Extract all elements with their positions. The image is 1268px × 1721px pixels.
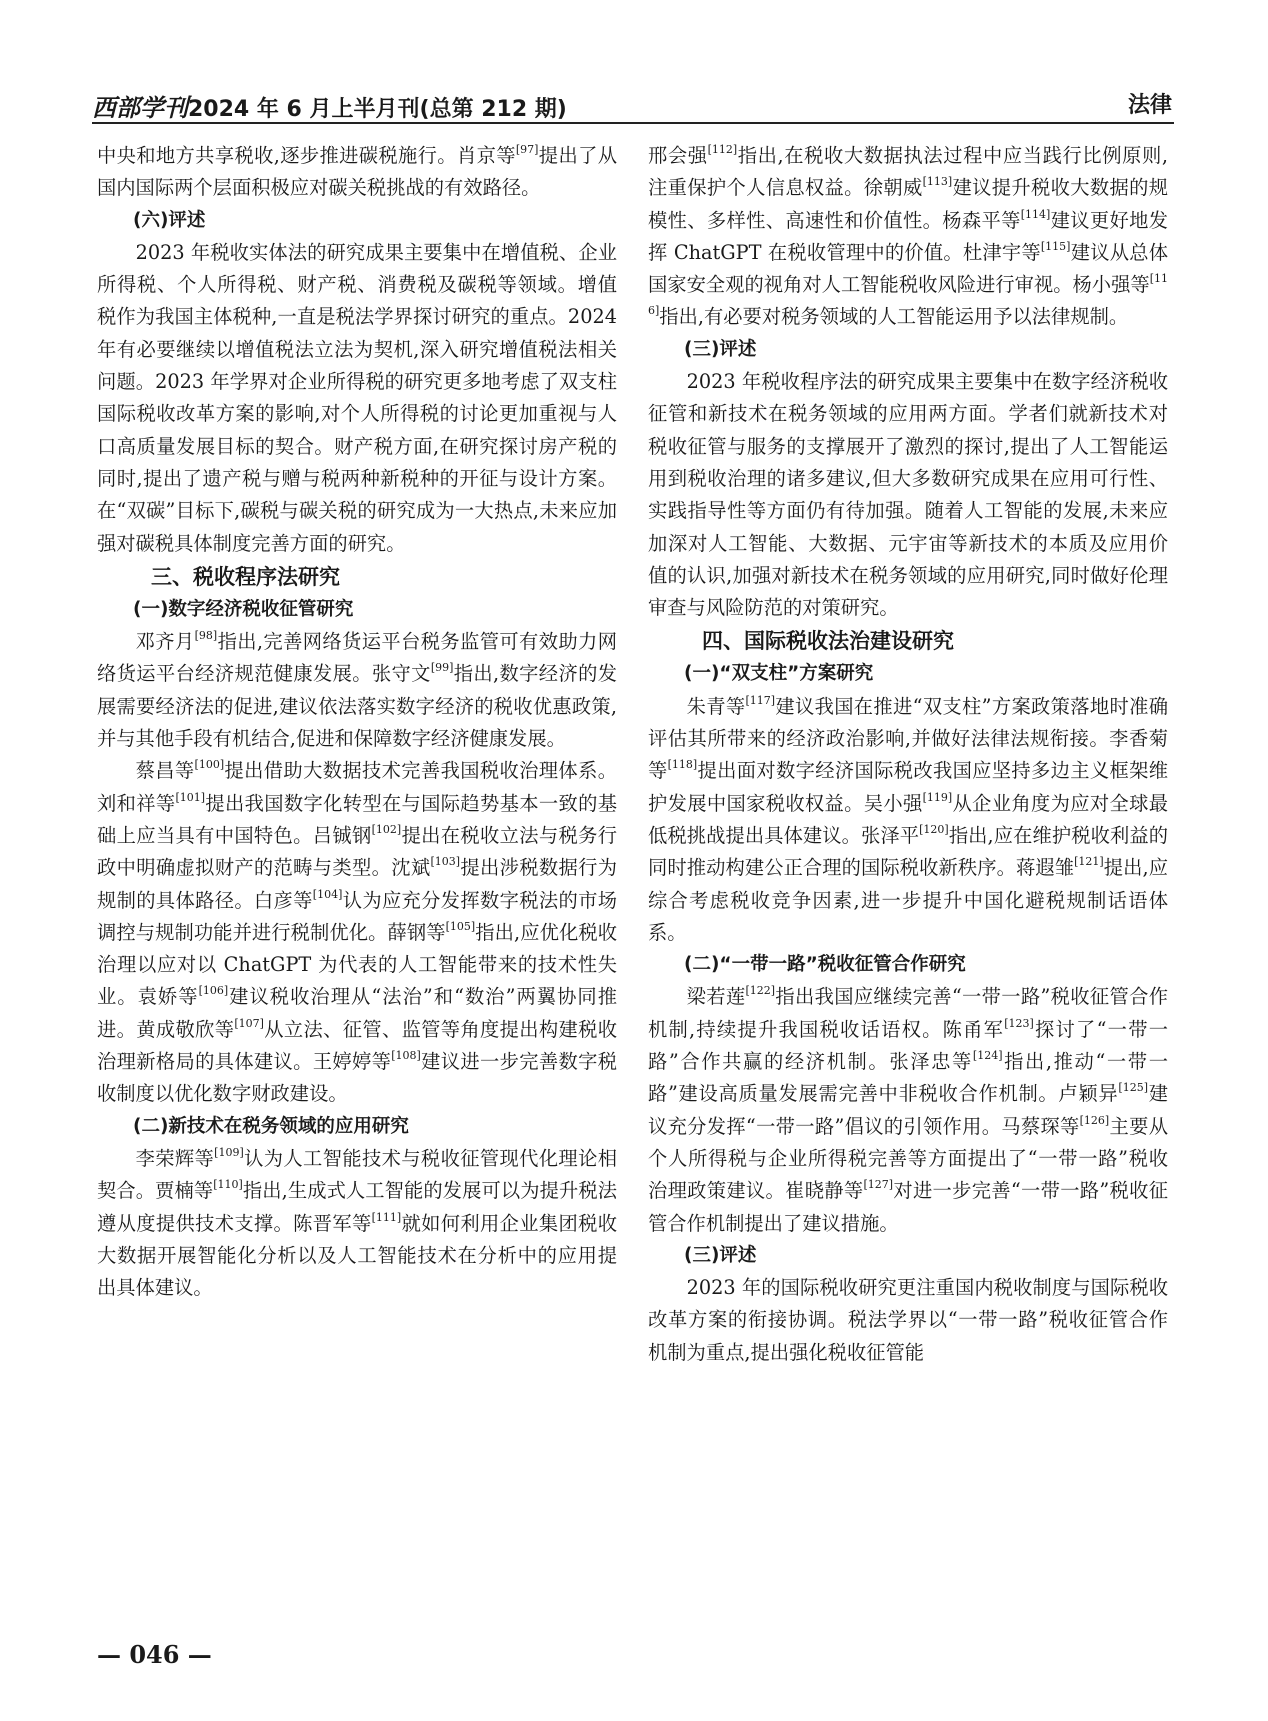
subsection-heading: (一)“双支柱”方案研究 — [684, 663, 874, 685]
citation-ref: [102] — [371, 822, 402, 836]
subsection-heading: (二)新技术在税务领域的应用研究 — [133, 1115, 409, 1137]
running-header — [92, 86, 1174, 124]
text-run: 梁若莲 — [686, 985, 746, 1009]
text-run: 李荣辉等 — [135, 1146, 215, 1170]
section-label: 法律 — [1127, 93, 1172, 118]
text-run: 就如何利用企业集团税收大数据开展智能化分析以及人工智能技术在分析中的应用提出具体建议。 — [97, 1211, 618, 1300]
subsection-heading: (三)评述 — [684, 338, 757, 360]
citation-ref: [100] — [194, 758, 225, 772]
subsection-heading: (六)评述 — [133, 209, 206, 231]
citation-ref: [97] — [515, 143, 539, 156]
citation-ref: [122] — [745, 984, 776, 998]
citation-ref: [107] — [234, 1016, 264, 1030]
text-run: 从立法、征管、监管等角度提出构建税收治理新格局的具体建议。王婷婷等 — [97, 1017, 618, 1074]
text-run: 2023 年的国际税收研究更注重国内税收制度与国际税收改革方案的衔接协调。税法学界以“一带一路”税收征管合作机制为重点,提出强化税收征管能 — [648, 1276, 1168, 1364]
citation-ref: [124] — [972, 1049, 1003, 1063]
citation-ref: [106] — [198, 984, 229, 998]
citation-ref: [104] — [312, 887, 343, 901]
body-paragraph — [97, 140, 617, 205]
citation-ref: [117] — [745, 693, 776, 707]
body-paragraph — [97, 626, 617, 755]
text-run: 指出,完善网络货运平台税务监管可有效助力网络货运平台经济规范健康发展。张守文 — [97, 630, 617, 686]
text-run: 从企业角度为应对全球最低税挑战提出具体建议。张泽平 — [648, 791, 1169, 847]
citation-ref: [115] — [1040, 239, 1071, 253]
text-run: 对进一步完善“一带一路”税收征管合作机制提出了建议措施。 — [648, 1179, 1168, 1235]
body-paragraph — [97, 237, 617, 560]
citation-ref: [105] — [445, 919, 476, 933]
text-run: 建议提升税收大数据的规模性、多样性、高速性和价值性。杨森平等 — [648, 176, 1169, 232]
left-column — [97, 140, 617, 1304]
subsection-heading: (一)数字经济税收征管研究 — [133, 598, 354, 620]
citation-ref: [120] — [919, 822, 949, 836]
text-run: 蔡昌等 — [135, 759, 195, 783]
text-run: 指出我国应继续完善“一带一路”税收征管合作机制,持续提升我国税收话语权。陈甬军 — [648, 985, 1169, 1041]
text-run: 指出,应在维护税收利益的同时推动构建公正合理的国际税收新秩序。蒋遐雏 — [648, 823, 1168, 880]
section-heading: 四、国际税收法治建设研究 — [702, 629, 954, 654]
citation-ref: [98] — [194, 629, 218, 643]
text-run: 指出,数字经济的发展需要经济法的促进,建议依法落实数字经济的税收优惠政策,并与其他手段有机结合,促进和保障数字经济健康发展。 — [97, 662, 617, 751]
citation-ref: [127] — [863, 1178, 894, 1192]
citation-ref: [121] — [1074, 855, 1104, 869]
text-run: 提出了从国内国际两个层面积极应对碳关税挑战的有效路径。 — [97, 144, 617, 200]
body-paragraph — [648, 366, 1168, 624]
citation-ref: [118] — [667, 758, 698, 772]
body-paragraph — [97, 1143, 617, 1304]
body-paragraph — [648, 981, 1168, 1239]
subsection-heading: (三)评述 — [684, 1244, 757, 1266]
text-run: 指出,应优化税收治理以应对以 ChatGPT 为代表的人工智能带来的技术性失业。袁娇等 — [97, 920, 617, 1009]
text-run: 提出在税收立法与税务行政中明确虚拟财产的范畴与类型。沈斌 — [97, 823, 618, 880]
citation-ref: [110] — [213, 1178, 243, 1192]
citation-ref: [109] — [214, 1145, 244, 1159]
text-run: 提出借助大数据技术完善我国税收治理体系。刘和祥等 — [97, 759, 618, 815]
text-run: 建议税收治理从“法治”和“数治”两翼协同推进。黄成敬欣等 — [97, 985, 617, 1041]
citation-ref: [111] — [371, 1210, 402, 1224]
citation-ref: [123] — [1004, 1016, 1034, 1030]
citation-ref: [103] — [430, 855, 461, 869]
text-run: 提出面对数字经济国际税改我国应坚持多边主义框架维护发展中国家税收权益。吴小强 — [648, 759, 1169, 815]
body-paragraph — [648, 691, 1168, 949]
text-run: 指出,推动“一带一路”建设高质量发展需完善中非税收合作机制。卢颖异 — [648, 1050, 1168, 1106]
text-run: 认为人工智能技术与税收征管现代化理论相契合。贾楠等 — [97, 1146, 618, 1203]
body-paragraph — [97, 755, 617, 1110]
text-run: 邢会强 — [648, 144, 708, 167]
text-run: 提出,应综合考虑税收竞争因素,进一步提升中国化避税规制话语体系。 — [648, 856, 1168, 944]
text-run: 2023 年税收实体法的研究成果主要集中在增值税、企业所得税、个人所得税、财产税、消费税及碳税等领域。增值税作为我国主体税种,一直是税法学界探讨研究的重点。2024 年有必要继续以增值税法立法为契机,深入研究增值税法相关问题。2023 年学界对企业所得税的研究更多地考虑了双支柱国际税收改革方案的影响,对个人所得税的讨论更加重视与人口高质量发展目标的契合。财产税方面,在研究探讨房产税的同时,提出了遗产税与赠与税两种新税种的开征与设计方案。在“双碳”目标下,碳税与碳关税的研究成为一大热点,未来应加强对碳税具体制度完善方面的研究。 — [97, 240, 617, 555]
journal-title — [92, 88, 567, 123]
text-run: 建议我国在推进“双支柱”方案政策落地时准确评估其所带来的经济政治影响,并做好法律法规衔接。李香菊等 — [648, 694, 1169, 783]
text-run: 提出涉税数据行为规制的具体路径。白彦等 — [97, 856, 618, 912]
text-run: 指出,生成式人工智能的发展可以为提升税法遵从度提供技术支撑。陈晋军等 — [97, 1179, 617, 1235]
text-run: 邓齐月 — [135, 630, 195, 654]
subsection-heading: (二)“一带一路”税收征管合作研究 — [684, 954, 966, 976]
citation-ref: [125] — [1118, 1081, 1149, 1095]
text-run: 建议更好地发挥 ChatGPT 在税收管理中的价值。杜津宇等 — [648, 208, 1169, 264]
body-paragraph — [648, 140, 1168, 334]
page-number: — 046 — — [97, 1640, 212, 1669]
text-run: 2023 年税收程序法的研究成果主要集中在数字经济税收征管和新技术在税务领域的应用两方面。学者们就新技术对税收征管与服务的支撑展开了激烈的探讨,提出了人工智能运用到税收治理的诸多建议,但大多数研究成果在应用可行性、实践指导性等方面仍有待加强。随着人工智能的发展,未来应加深对人工智能、大数据、元宇宙等新技术的本质及应用价值的认识,加强对新技术在税务领域的应用研究,同时做好伦理审查与风险防范的对策研究。 — [648, 370, 1168, 620]
citation-ref: [112] — [707, 143, 738, 156]
body-paragraph — [648, 1272, 1168, 1369]
text-run: 探讨了“一带一路”合作共赢的经济机制。张泽忠等 — [648, 1017, 1168, 1074]
right-column — [648, 140, 1168, 1369]
citation-ref: [101] — [175, 790, 206, 804]
text-run: 主要从个人所得税与企业所得税完善等方面提出了“一带一路”税收治理政策建议。崔晓静等 — [648, 1114, 1168, 1203]
issue-info: 2024 年 6 月上半月刊(总第 212 期) — [188, 97, 567, 122]
text-run: 建议充分发挥“一带一路”倡议的引领作用。马蔡琛等 — [648, 1082, 1169, 1138]
text-run: 认为应充分发挥数字税法的市场调控与规制功能并进行税制优化。薛钢等 — [97, 888, 618, 944]
citation-ref: [126] — [1079, 1113, 1110, 1127]
section-heading: 三、税收程序法研究 — [151, 564, 340, 589]
journal-logo: 西部学刊 — [92, 93, 188, 122]
text-run: 建议进一步完善数字税收制度以优化数字财政建设。 — [97, 1050, 618, 1106]
text-run: 指出,在税收大数据执法过程中应当践行比例原则,注重保护个人信息权益。徐朝威 — [648, 144, 1168, 200]
citation-ref: [108] — [391, 1049, 421, 1063]
citation-ref: [116] — [648, 272, 1168, 318]
text-run: 提出我国数字化转型在与国际趋势基本一致的基础上应当具有中国特色。吕铖钢 — [97, 791, 618, 847]
text-run: 中央和地方共享税收,逐步推进碳税施行。肖京等 — [97, 144, 516, 167]
citation-ref: [114] — [1020, 207, 1051, 221]
text-run: 建议从总体国家安全观的视角对人工智能税收风险进行审视。杨小强等 — [648, 240, 1168, 297]
citation-ref: [113] — [922, 175, 953, 189]
citation-ref: [119] — [922, 790, 953, 804]
text-run: 指出,有必要对税务领域的人工智能运用予以法律规制。 — [659, 305, 1129, 329]
citation-ref: [99] — [430, 661, 454, 675]
text-run: 朱青等 — [686, 694, 746, 718]
